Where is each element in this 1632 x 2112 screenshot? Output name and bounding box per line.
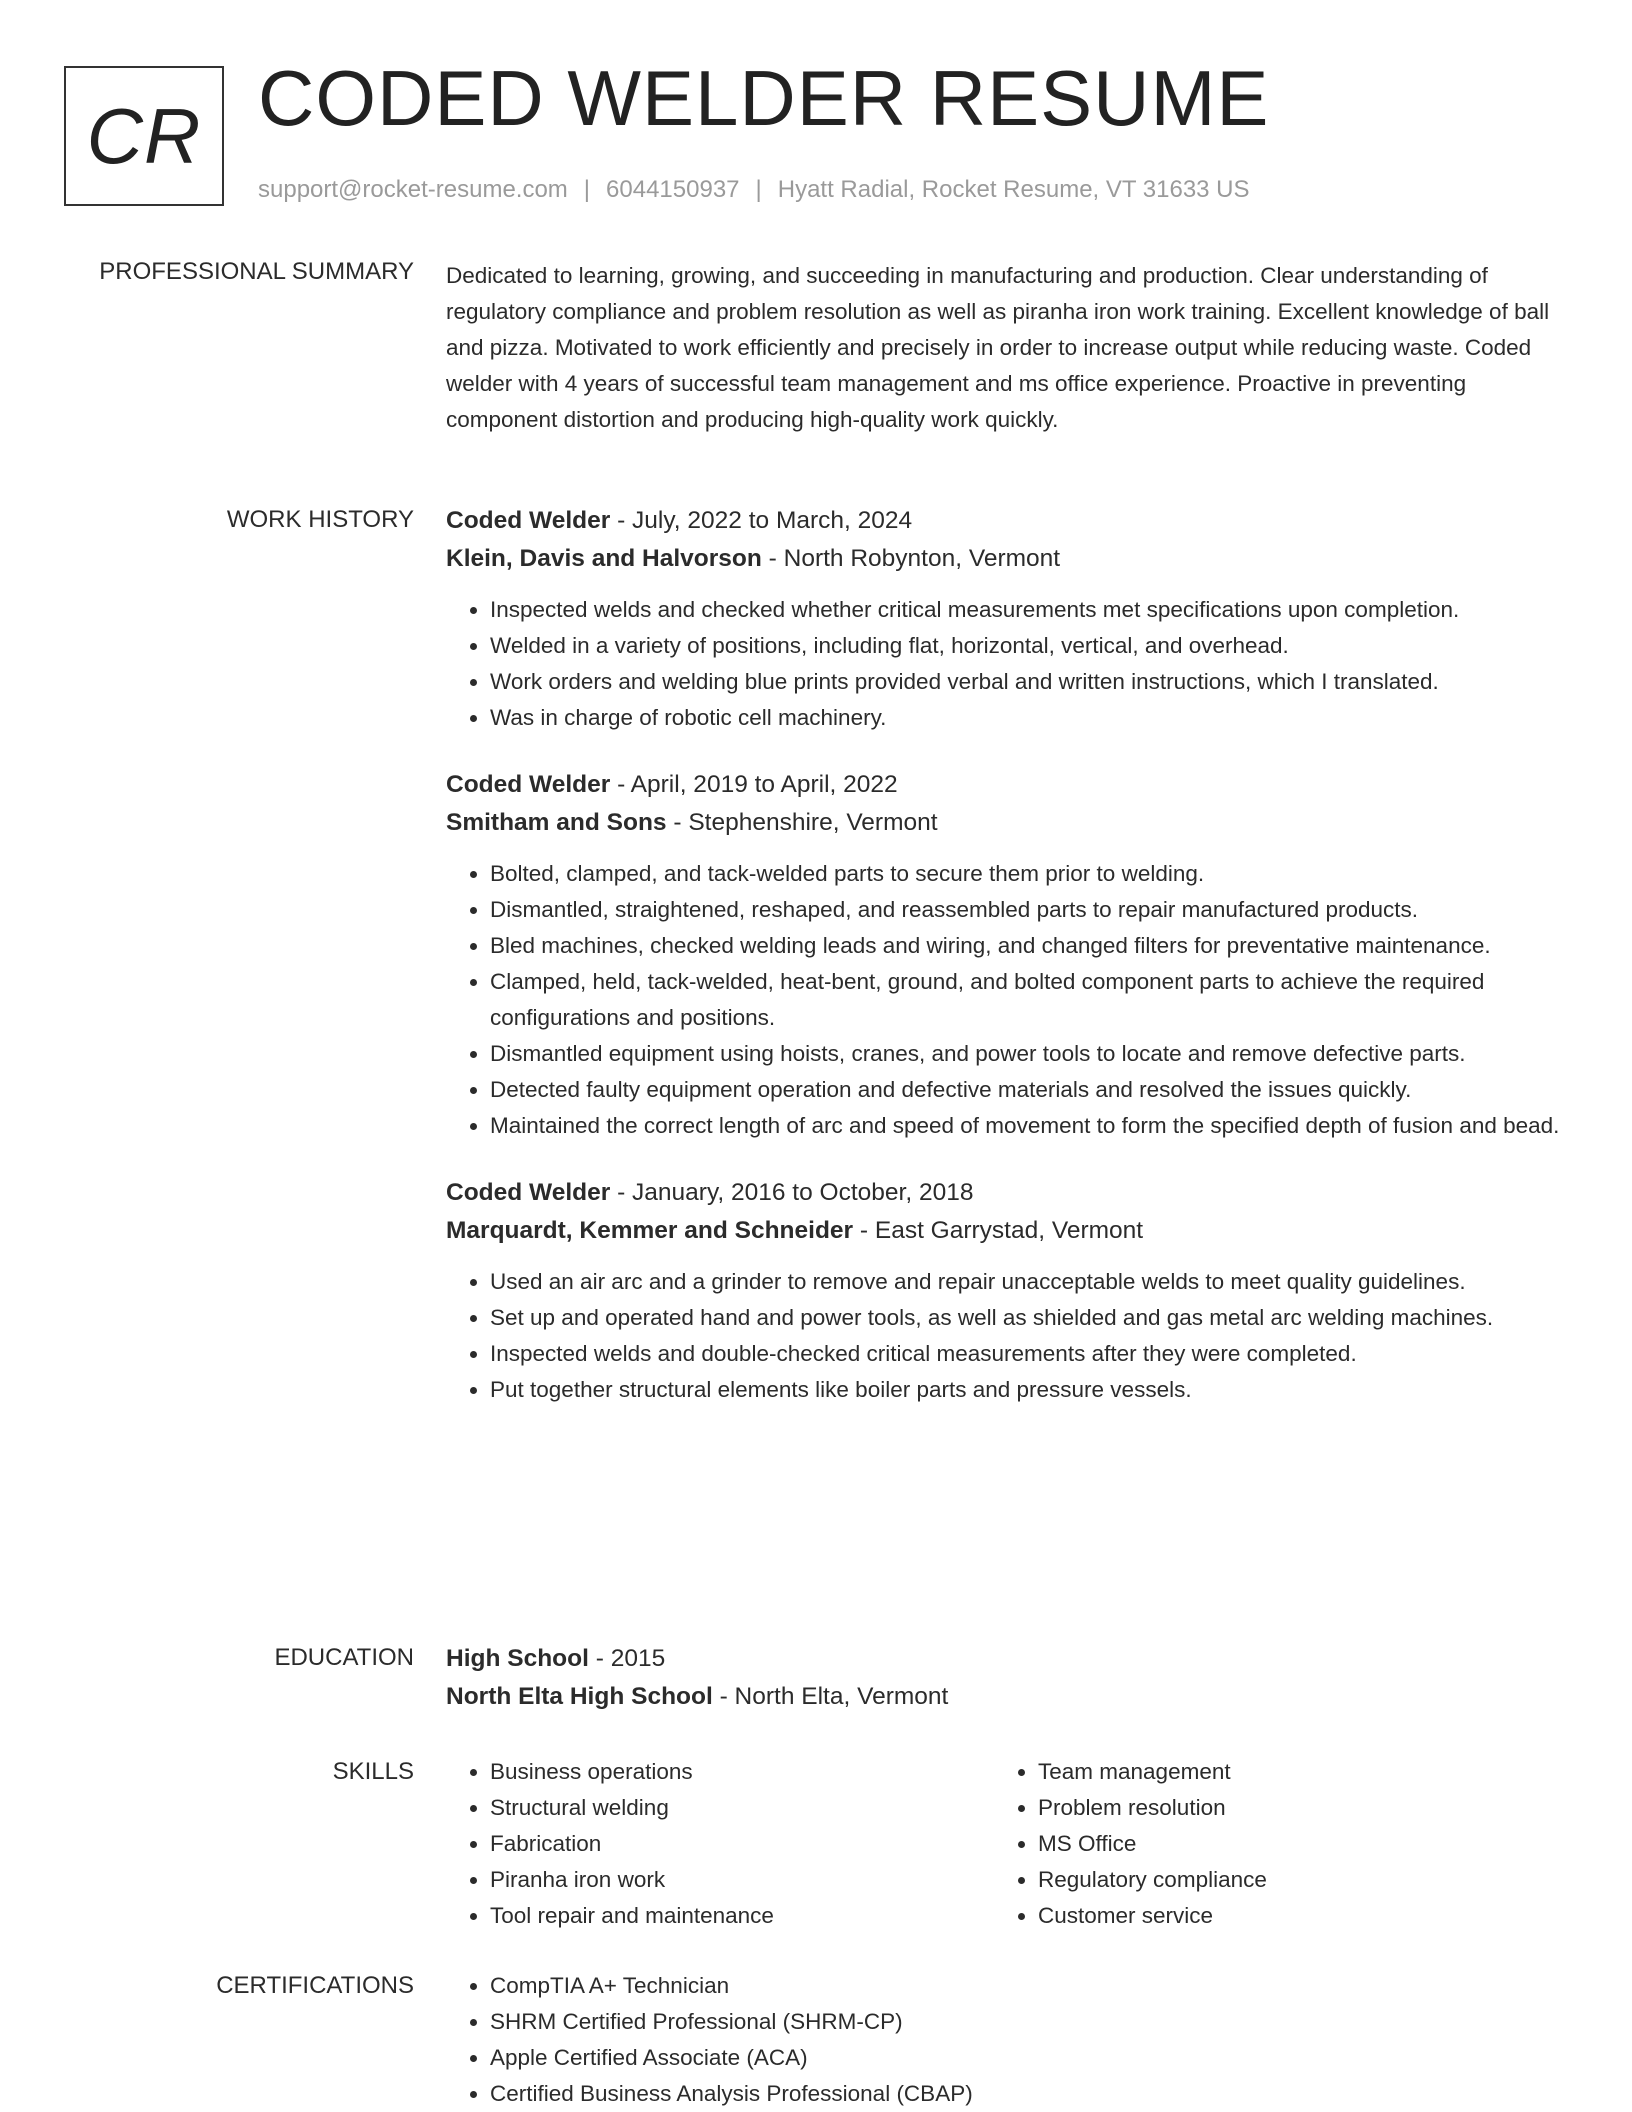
certifications-body: [446, 1968, 1560, 2112]
job-location: - Stephenshire, Vermont: [666, 809, 938, 836]
list-item: • Structural welding: [490, 1790, 994, 1826]
skills-column-right: [994, 1754, 1542, 1934]
skills-body: [446, 1754, 1560, 1934]
list-item: • Set up and operated hand and power tools, as well as shielded and gas metal arc welding machines.: [490, 1300, 1560, 1336]
list-item: • Inspected welds and checked whether critical measurements met specifications upon completion.: [490, 592, 1560, 628]
skills-column-left: [446, 1754, 994, 1934]
summary-body: [446, 258, 1560, 438]
summary-text: Dedicated to learning, growing, and succeeding in manufacturing and production. Clear understanding of regulatory compliance and problem resolution as well as piranha iron work training. Excellent knowledge of ball and pizza. Motivated to work efficiently and precisely in order to increase output while reducing waste. Coded welder with 4 years of successful team management and ms office experience. Proactive in preventing component distortion and producing high-quality work quickly.: [446, 263, 1550, 432]
education-label: EDUCATION: [274, 1644, 414, 1671]
list-item: • Was in charge of robotic cell machinery.: [490, 700, 1560, 736]
job-title-line: [446, 766, 1560, 804]
list-item: • Maintained the correct length of arc and speed of movement to form the specified depth of fusion and bead.: [490, 1108, 1560, 1144]
job-bullets: [446, 1264, 1560, 1408]
monogram-text: CR: [86, 91, 202, 180]
list-item: • Inspected welds and double-checked critical measurements after they were completed.: [490, 1336, 1560, 1372]
contact-separator: |: [755, 176, 762, 203]
job-company-line: [446, 540, 1560, 578]
education-location: - North Elta, Vermont: [712, 1683, 949, 1710]
resume-title: CODED WELDER RESUME: [258, 54, 1270, 142]
summary-label: PROFESSIONAL SUMMARY: [99, 258, 414, 285]
list-item: • CompTIA A+ Technician: [490, 1968, 1560, 2004]
skills-grid: [446, 1754, 1560, 1934]
list-item: • SHRM Certified Professional (SHRM-CP): [490, 2004, 1560, 2040]
education-degree: High School: [446, 1645, 589, 1672]
list-item: • Put together structural elements like boiler parts and pressure vessels.: [490, 1372, 1560, 1408]
list-item: • Bled machines, checked welding leads and wiring, and changed filters for preventative maintenance.: [490, 928, 1560, 964]
list-item: • Work orders and welding blue prints provided verbal and written instructions, which I translated.: [490, 664, 1560, 700]
monogram-badge: [64, 66, 224, 206]
list-item: • Regulatory compliance: [1038, 1862, 1542, 1898]
list-item: • Piranha iron work: [490, 1862, 994, 1898]
list-item: • Dismantled, straightened, reshaped, and reassembled parts to repair manufactured products.: [490, 892, 1560, 928]
job-dates: - July, 2022 to March, 2024: [610, 507, 913, 534]
job-location: - North Robynton, Vermont: [761, 545, 1061, 572]
job-entry: [446, 1174, 1560, 1408]
list-item: • Certified Business Analysis Professional (CBAP): [490, 2076, 1560, 2112]
contact-separator: |: [583, 176, 591, 203]
list-item: • Business operations: [490, 1754, 994, 1790]
contact-line: [258, 176, 1250, 204]
list-item: • Welded in a variety of positions, including flat, horizontal, vertical, and overhead.: [490, 628, 1560, 664]
contact-address: Hyatt Radial, Rocket Resume, VT 31633 US: [777, 176, 1250, 203]
list-item: • Team management: [1038, 1754, 1542, 1790]
education-body: [446, 1640, 1560, 1716]
job-company: Marquardt, Kemmer and Schneider: [446, 1217, 854, 1244]
list-item: • Apple Certified Associate (ACA): [490, 2040, 1560, 2076]
job-bullets: [446, 592, 1560, 736]
list-item: • Customer service: [1038, 1898, 1542, 1934]
job-dates: - January, 2016 to October, 2018: [610, 1179, 974, 1206]
job-company-line: [446, 804, 1560, 842]
list-item: • Clamped, held, tack-welded, heat-bent, ground, and bolted component parts to achieve the required configurations and positions.: [490, 964, 1560, 1036]
job-title: Coded Welder: [446, 1179, 611, 1206]
list-item: • Fabrication: [490, 1826, 994, 1862]
education-year: - 2015: [588, 1645, 666, 1672]
job-title: Coded Welder: [446, 507, 611, 534]
job-title: Coded Welder: [446, 771, 611, 798]
job-entry: [446, 766, 1560, 1144]
list-item: • Used an air arc and a grinder to remove and repair unacceptable welds to meet quality guidelines.: [490, 1264, 1560, 1300]
certifications-label: CERTIFICATIONS: [216, 1972, 414, 1999]
job-title-line: [446, 502, 1560, 540]
job-entry: [446, 502, 1560, 736]
job-company: Smitham and Sons: [446, 809, 667, 836]
skills-label: SKILLS: [332, 1758, 414, 1785]
list-item: • Detected faulty equipment operation and defective materials and resolved the issues quickly.: [490, 1072, 1560, 1108]
work-history-body: [446, 502, 1560, 1438]
job-dates: - April, 2019 to April, 2022: [610, 771, 898, 798]
job-location: - East Garrystad, Vermont: [853, 1217, 1144, 1244]
job-title-line: [446, 1174, 1560, 1212]
list-item: • Tool repair and maintenance: [490, 1898, 994, 1934]
work-history-label: WORK HISTORY: [226, 506, 414, 533]
certifications-list: [446, 1968, 1560, 2112]
list-item: • Bolted, clamped, and tack-welded parts to secure them prior to welding.: [490, 856, 1560, 892]
contact-phone: 6044150937: [606, 176, 740, 203]
education-degree-line: [446, 1640, 1560, 1678]
job-company-line: [446, 1212, 1560, 1250]
contact-email: support@rocket-resume.com: [258, 176, 568, 203]
education-school-line: [446, 1678, 1560, 1716]
job-bullets: [446, 856, 1560, 1144]
education-school: North Elta High School: [446, 1683, 713, 1710]
list-item: • MS Office: [1038, 1826, 1542, 1862]
job-company: Klein, Davis and Halvorson: [446, 545, 762, 572]
list-item: • Dismantled equipment using hoists, cranes, and power tools to locate and remove defective parts.: [490, 1036, 1560, 1072]
list-item: • Problem resolution: [1038, 1790, 1542, 1826]
